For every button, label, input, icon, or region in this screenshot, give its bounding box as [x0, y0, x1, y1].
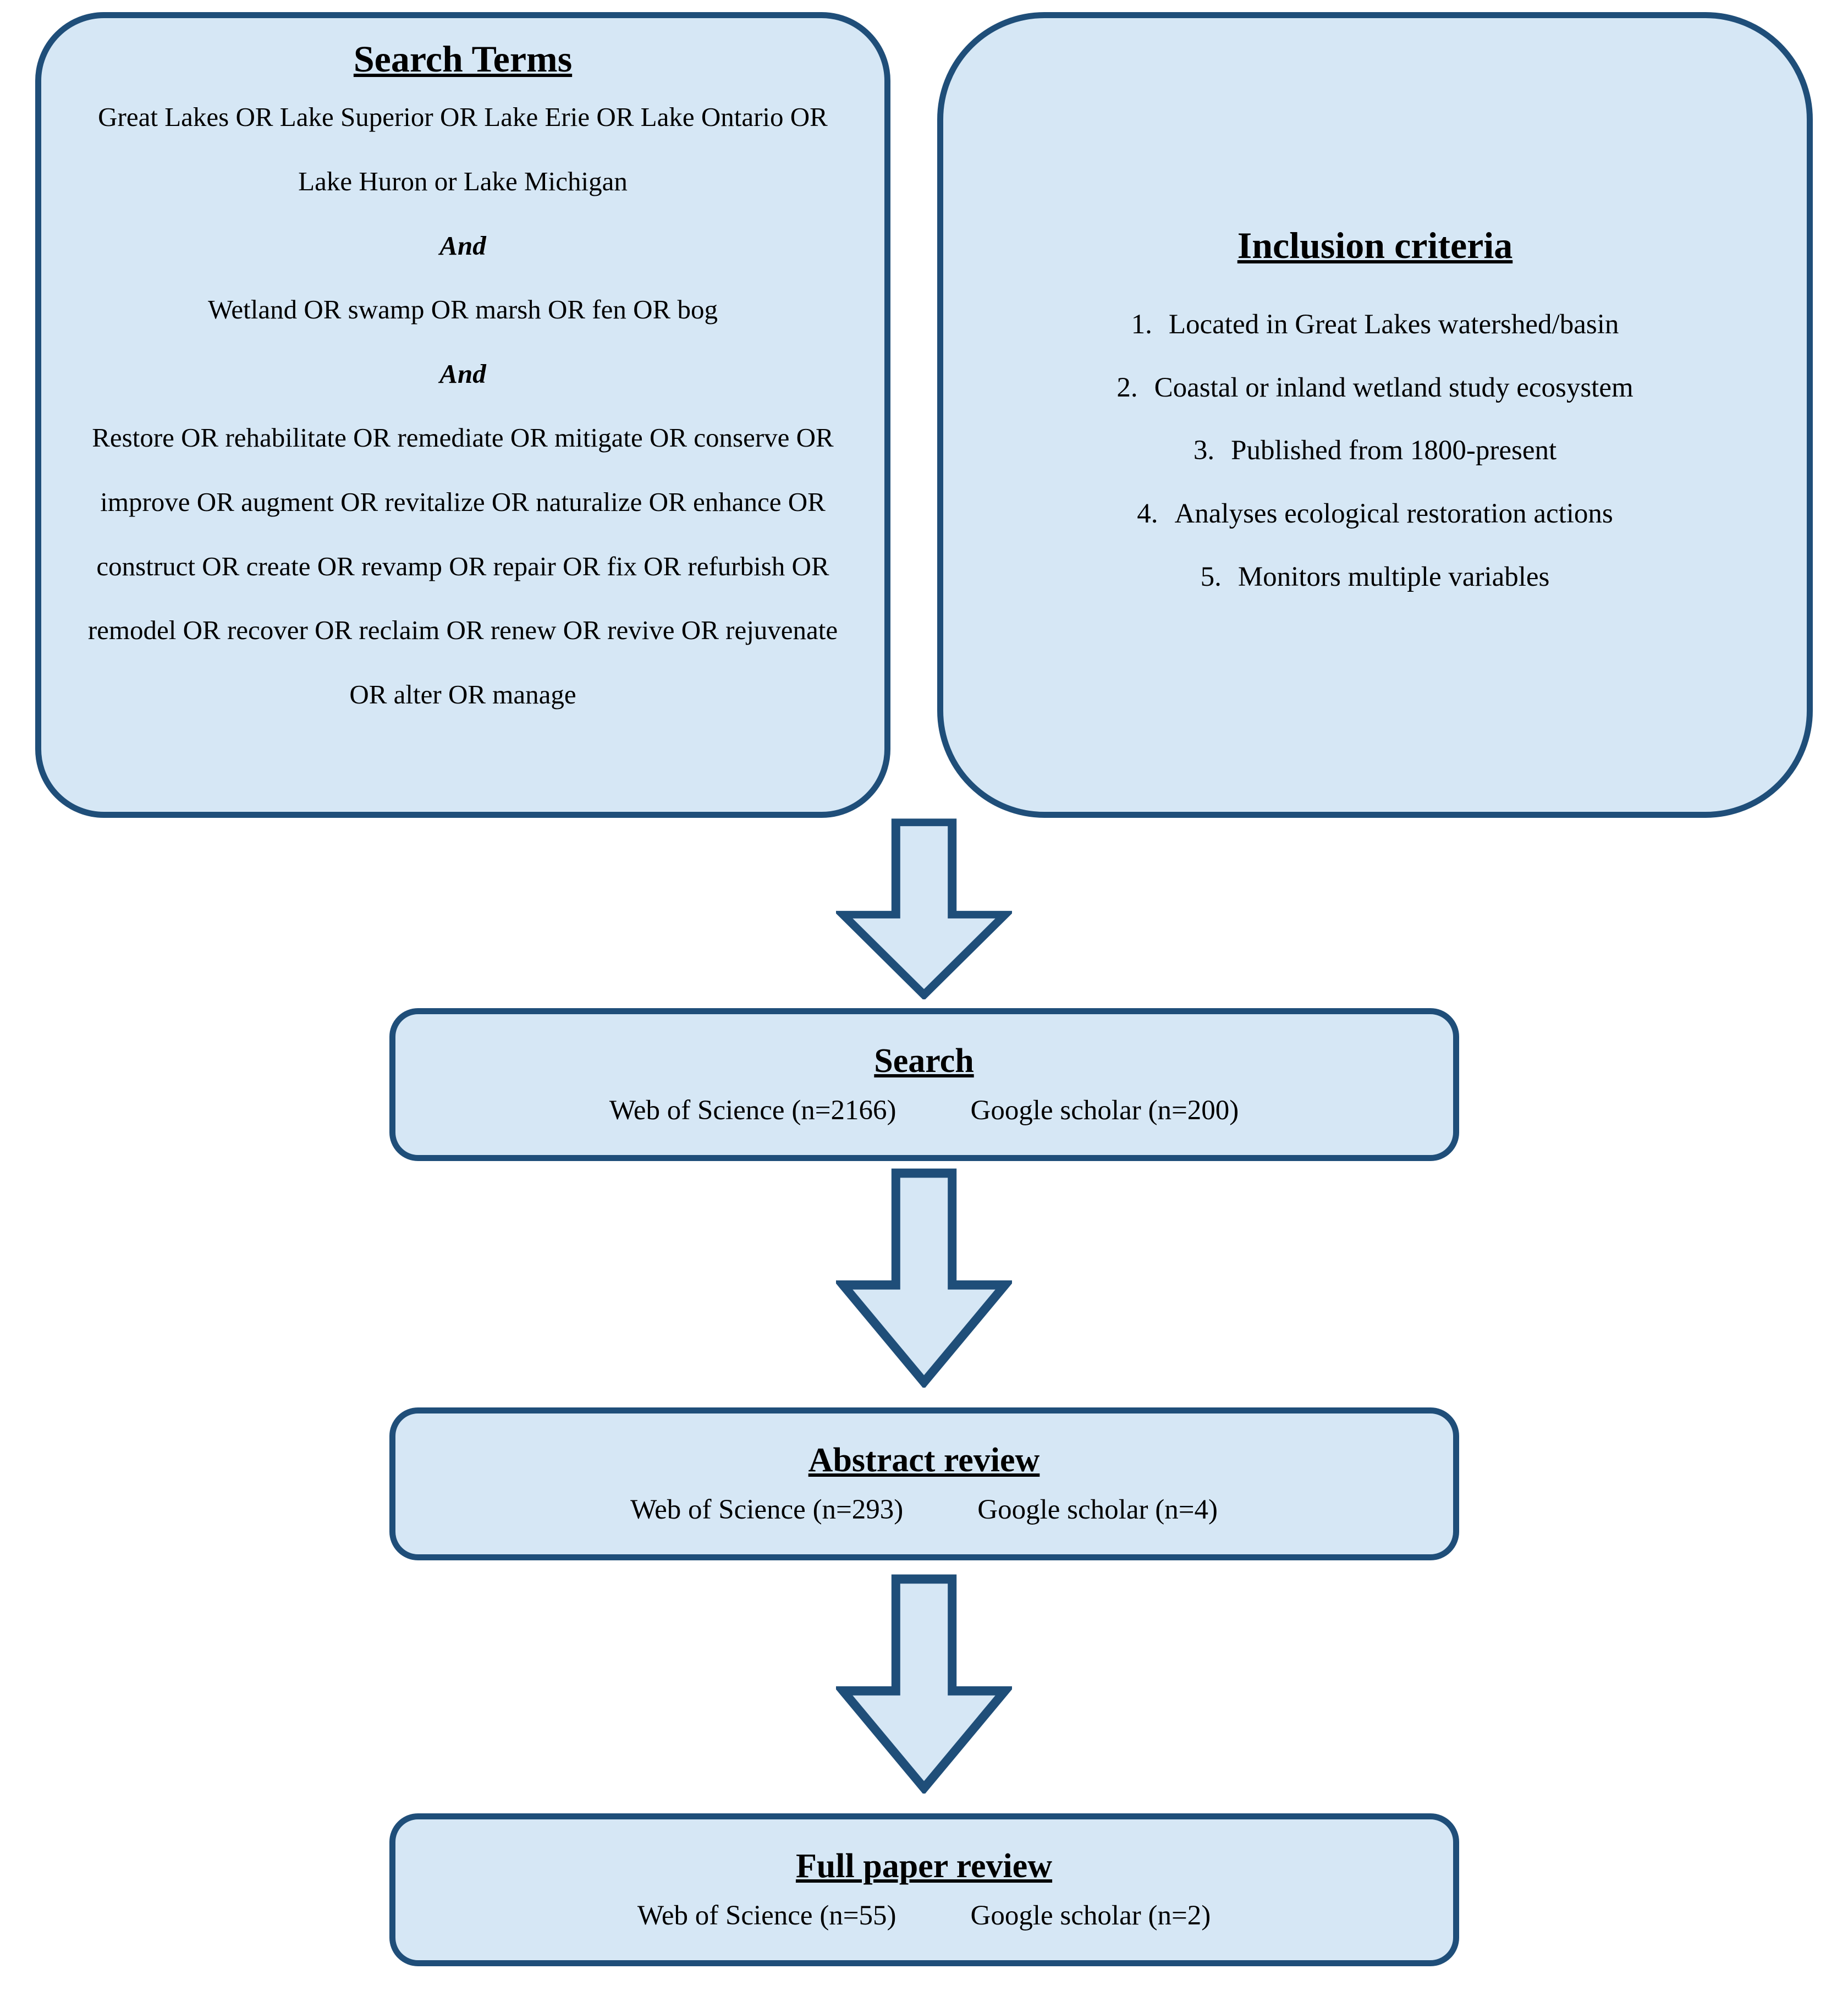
- criteria-number: 4.: [1137, 498, 1158, 530]
- search-terms-box: [35, 12, 890, 818]
- criteria-item: [982, 356, 1768, 420]
- criteria-item: [982, 482, 1768, 546]
- inclusion-criteria-box: [937, 12, 1813, 818]
- criteria-number: 1.: [1131, 309, 1152, 340]
- criteria-text: Coastal or inland wetland study ecosystem: [1154, 372, 1634, 403]
- inclusion-criteria-title: Inclusion criteria: [1237, 224, 1513, 267]
- stage-box-abstract-review: [389, 1407, 1459, 1560]
- criteria-text: Located in Great Lakes watershed/basin: [1168, 309, 1619, 340]
- terms-line-restore: Restore OR rehabilitate OR remediate OR mitigate OR conserve OR improve OR augment OR revitalize OR naturalize OR enhance OR construct OR create OR revamp OR repair OR fix OR refurbish OR remodel OR recover OR reclaim OR renew OR revive OR rejuvenate OR alter OR manage: [87, 422, 838, 710]
- terms-and-1: And: [439, 230, 486, 261]
- google-scholar-count: Google scholar (n=200): [970, 1095, 1239, 1126]
- top-row: [0, 12, 1848, 818]
- criteria-number: 3.: [1193, 435, 1215, 466]
- criteria-number: 5.: [1200, 561, 1222, 592]
- stage-box-search: [389, 1008, 1459, 1161]
- criteria-text: Monitors multiple variables: [1238, 561, 1550, 592]
- google-scholar-count: Google scholar (n=2): [970, 1900, 1211, 1932]
- inclusion-criteria-list: [982, 293, 1768, 609]
- down-arrow-icon: [836, 1574, 1012, 1794]
- criteria-number: 2.: [1116, 372, 1138, 403]
- stage-box-full-paper-review: [389, 1813, 1459, 1966]
- search-terms-title: Search Terms: [353, 38, 573, 80]
- web-of-science-count: Web of Science (n=2166): [609, 1095, 897, 1126]
- google-scholar-count: Google scholar (n=4): [977, 1494, 1218, 1526]
- terms-line-wetland: Wetland OR swamp OR marsh OR fen OR bog: [208, 294, 718, 325]
- criteria-text: Analyses ecological restoration actions: [1174, 498, 1613, 530]
- web-of-science-count: Web of Science (n=293): [630, 1494, 904, 1526]
- web-of-science-count: Web of Science (n=55): [637, 1900, 897, 1932]
- criteria-text: Published from 1800-present: [1231, 435, 1557, 466]
- stage-counts: [417, 1091, 1431, 1130]
- criteria-item: [982, 546, 1768, 609]
- criteria-item: [982, 293, 1768, 356]
- down-arrow-icon: [836, 818, 1012, 999]
- stage-title: Abstract review: [808, 1442, 1040, 1480]
- search-terms-text: [73, 85, 853, 727]
- terms-line-lakes: Great Lakes OR Lake Superior OR Lake Erie OR Lake Ontario OR Lake Huron or Lake Michigan: [98, 102, 828, 196]
- criteria-item: [982, 419, 1768, 482]
- stage-title: Full paper review: [795, 1847, 1053, 1885]
- terms-and-2: And: [439, 358, 486, 389]
- stage-counts: [417, 1896, 1431, 1935]
- down-arrow-icon: [836, 1168, 1012, 1388]
- stage-title: Search: [874, 1042, 974, 1080]
- stage-counts: [417, 1491, 1431, 1530]
